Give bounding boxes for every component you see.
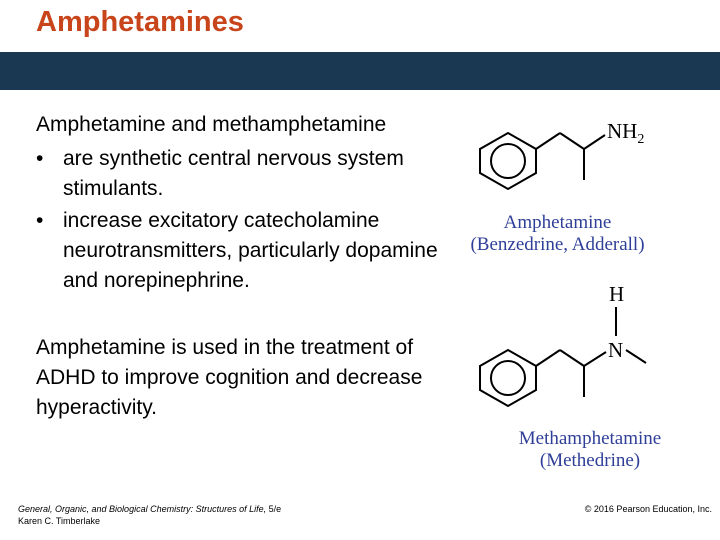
aromatic-circle	[491, 361, 525, 395]
bullet-text: are synthetic central nervous system stimulants.	[63, 147, 404, 200]
bullet-list	[36, 144, 456, 298]
benzene-ring	[480, 350, 536, 406]
header-banner	[0, 52, 720, 90]
methamphetamine-structure	[468, 280, 668, 410]
compound-name: Amphetamine	[503, 212, 612, 233]
bullet-item	[36, 206, 456, 296]
nitrogen-bond	[584, 352, 606, 366]
bullet-item	[36, 144, 456, 204]
compound-name: Methamphetamine	[518, 428, 662, 449]
nitrogen-label: N	[608, 338, 624, 362]
aromatic-circle	[491, 144, 525, 178]
amphetamine-structure	[468, 112, 668, 192]
trade-names: (Benzedrine, Adderall)	[470, 234, 645, 255]
trade-names: (Methedrine)	[539, 450, 641, 471]
methamphetamine-name	[490, 428, 690, 472]
bond	[560, 133, 584, 149]
hydrogen-label: H	[609, 282, 625, 306]
n-methyl-bond	[626, 350, 646, 363]
amine-bond	[584, 135, 605, 149]
amine-group-label: $NH_2$	[607, 119, 645, 147]
bullet-glyph: •	[36, 147, 44, 170]
slide-title: Amphetamines	[36, 6, 244, 38]
bullet-glyph: •	[36, 209, 44, 232]
copyright: © 2016 Pearson Education, Inc.	[584, 504, 712, 514]
bond	[536, 350, 560, 366]
amphetamine-name	[455, 212, 660, 256]
lead-text: Amphetamine and methamphetamine	[36, 113, 387, 136]
footer-citation	[18, 503, 281, 527]
bond	[536, 133, 560, 149]
bullet-text: increase excitatory catecholamine neurotransmitters, particularly dopamine and norepinephrine.	[63, 209, 438, 292]
book-edition: 5/e	[266, 504, 282, 514]
author: Karen C. Timberlake	[18, 516, 101, 526]
adhd-paragraph: Amphetamine is used in the treatment of ADHD to improve cognition and decrease hyperactivity.	[36, 336, 423, 419]
benzene-ring	[480, 133, 536, 189]
bond	[560, 350, 584, 366]
book-title: General, Organic, and Biological Chemistry: Structures of Life,	[18, 504, 267, 514]
